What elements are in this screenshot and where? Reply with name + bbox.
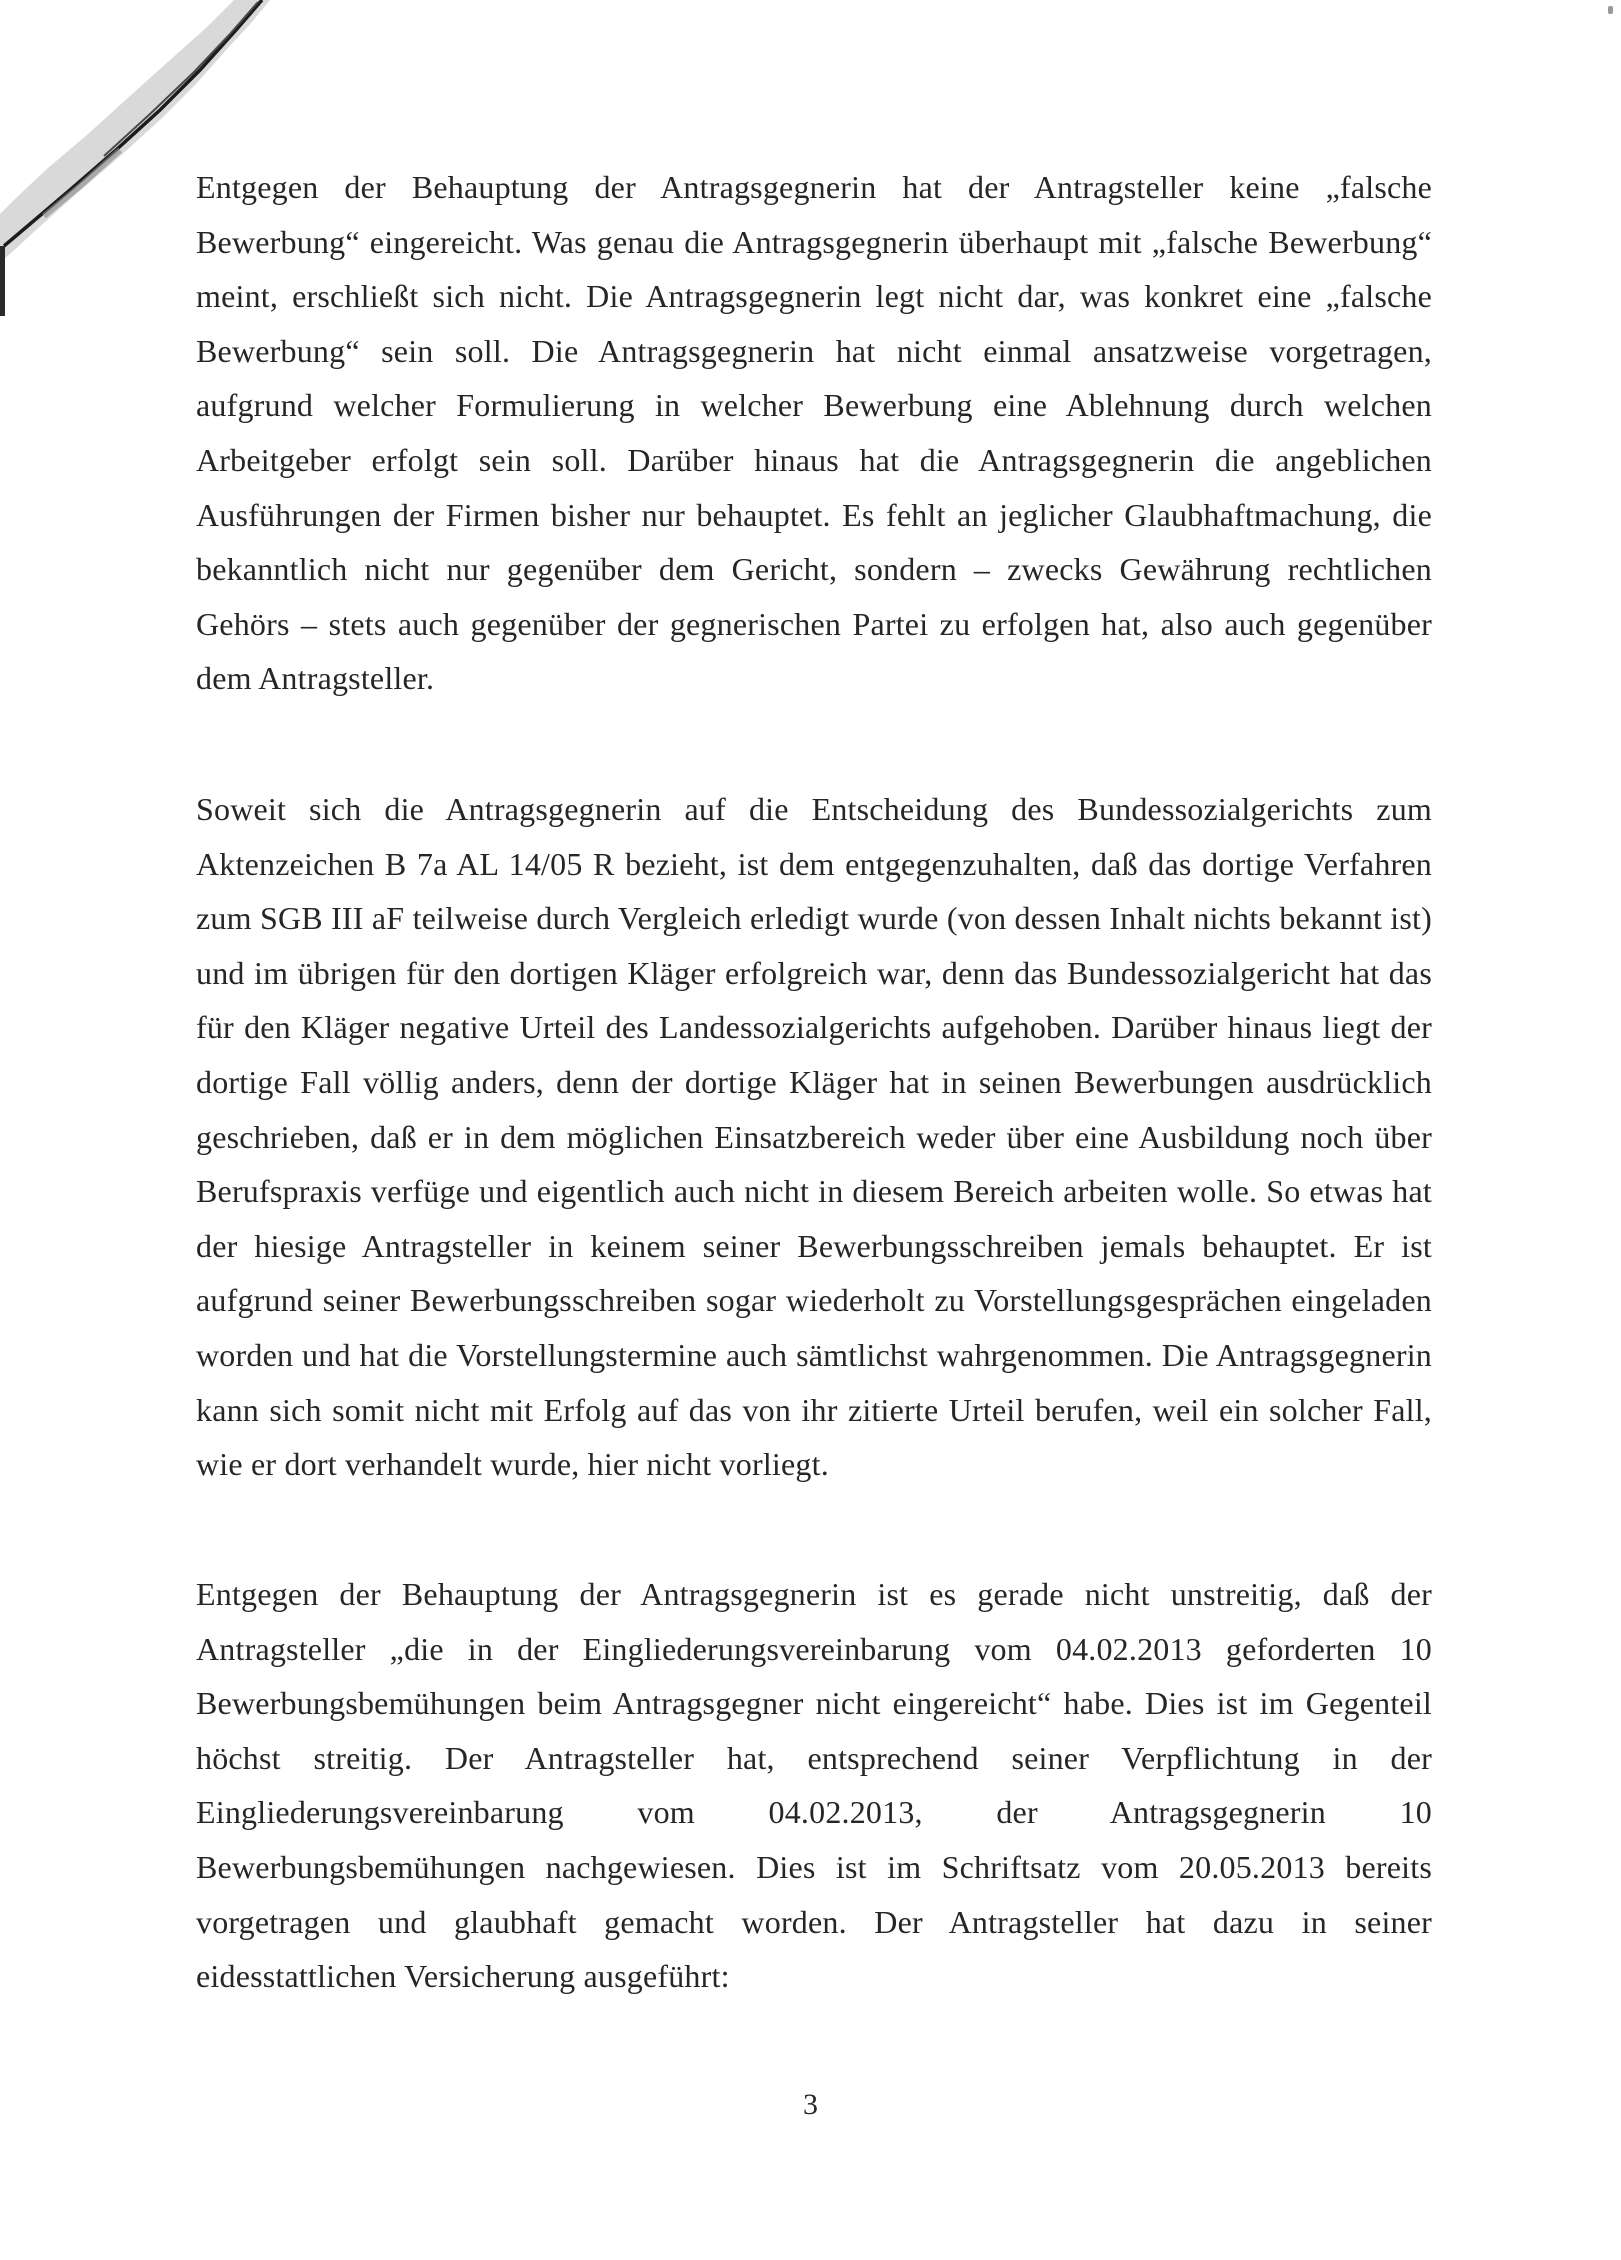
body-paragraph-3 xyxy=(196,1567,1432,2004)
paragraph-text: Entgegen der Behauptung der Antragsgegnerin ist es gerade nicht unstreitig, daß der Antragsteller „die in der Eingliederungsvereinbarung vom 04.02.2013 geforderten 10 Bewerbungsbemühungen beim Antragsgegner nicht eingereicht“ habe. Dies ist im Gegenteil höchst streitig. Der Antragsteller hat, entsprechend seiner Verpflichtung in der Eingliederungsvereinbarung vom 04.02.2013, der Antragsgegnerin 10 Bewerbungsbemühungen nachgewiesen. Dies ist im Schriftsatz vom 20.05.2013 bereits vorgetragen und glaubhaft gemacht worden. Der Antragsteller hat dazu in seiner eidesstattlichen Versicherung ausgeführt: xyxy=(196,1576,1432,1995)
page-number: 3 xyxy=(803,2088,818,2121)
paragraph-text: Entgegen der Behauptung der Antragsgegnerin hat der Antragsteller keine „falsche Bewerbung“ eingereicht. Was genau die Antragsgegnerin überhaupt mit „falsche Bewerbung“ meint, erschließt sich nicht. Die Antragsgegnerin legt nicht dar, was konkret eine „falsche Bewerbung“ sein soll. Die Antragsgegnerin hat nicht einmal ansatzweise vorgetragen, aufgrund welcher Formulierung in welcher Bewerbung eine Ablehnung durch welchen Arbeitgeber erfolgt sein soll. Darüber hinaus hat die Antragsgegnerin die angeblichen Ausführungen der Firmen bisher nur behauptet. Es fehlt an jeglicher Glaubhaftmachung, die bekanntlich nicht nur gegenüber dem Gericht, sondern – zwecks Gewährung rechtlichen Gehörs – stets auch gegenüber der gegnerischen Partei zu erfolgen hat, also auch gegenüber dem Antragsteller. xyxy=(196,169,1432,697)
scan-dot xyxy=(1608,6,1613,14)
body-paragraph-1 xyxy=(196,160,1432,706)
paragraph-text: Soweit sich die Antragsgegnerin auf die Entscheidung des Bundessozialgerichts zum Aktenzeichen B 7a AL 14/05 R bezieht, ist dem entgegenzuhalten, daß das dortige Verfahren zum SGB III aF teilweise durch Vergleich erledigt wurde (von dessen Inhalt nichts bekannt ist) und im übrigen für den dortigen Kläger erfolgreich war, denn das Bundessozialgericht hat das für den Kläger negative Urteil des Landessozialgerichts aufgehoben. Darüber hinaus liegt der dortige Fall völlig anders, denn der dortige Kläger hat in seinen Bewerbungen ausdrücklich geschrieben, daß er in dem möglichen Einsatzbereich weder über eine Ausbildung noch über Berufspraxis verfüge und eigentlich auch nicht in diesem Bereich arbeiten wolle. So etwas hat der hiesige Antragsteller in keinem seiner Bewerbungsschreiben jemals behauptet. Er ist aufgrund seiner Bewerbungsschreiben sogar wiederholt zu Vorstellungsgesprächen eingeladen worden und hat die Vorstellungstermine auch sämtlichst wahrgenommen. Die Antragsgegnerin kann sich somit nicht mit Erfolg auf das von ihr zitierte Urteil berufen, weil ein solcher Fall, wie er dort verhandelt wurde, hier nicht vorliegt. xyxy=(196,791,1432,1483)
body-paragraph-2 xyxy=(196,782,1432,1492)
